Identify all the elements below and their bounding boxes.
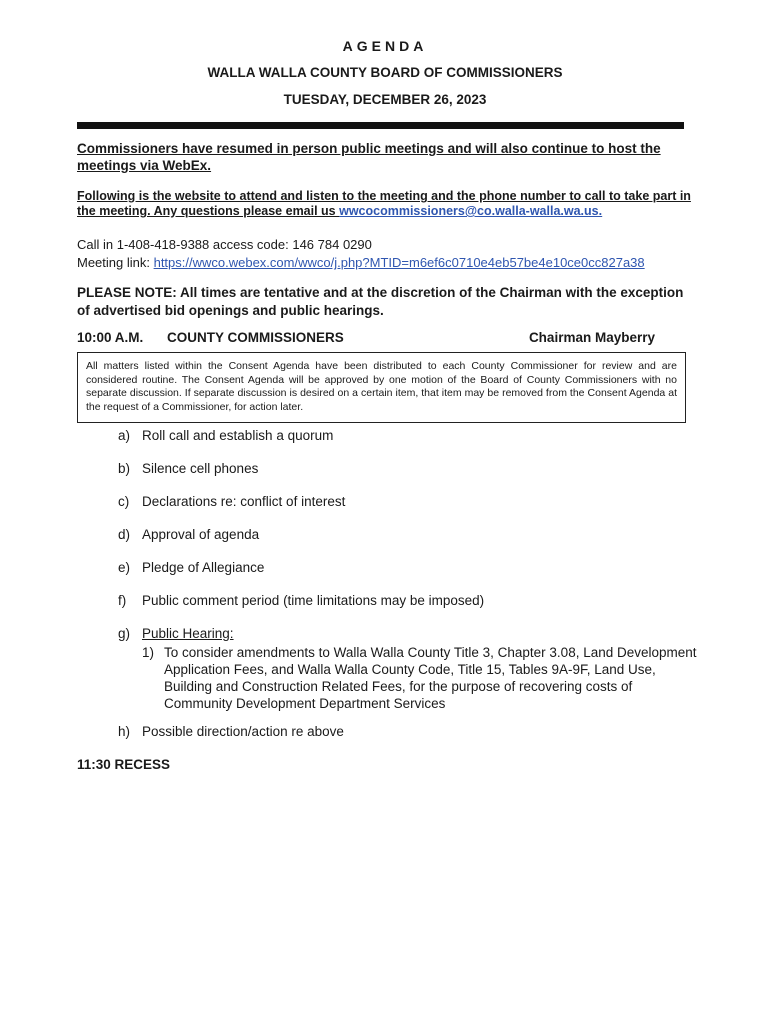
item-text: Roll call and establish a quorum: [142, 428, 334, 443]
resumed-notice: Commissioners have resumed in person public meetings and will also continue to host the meetings via WebEx.: [77, 141, 661, 173]
recess-line: 11:30 RECESS: [77, 757, 171, 772]
public-hearing-heading: Public Hearing:: [142, 626, 234, 641]
list-item: [118, 560, 264, 575]
schedule-row: [77, 330, 657, 345]
website-notice: [77, 189, 697, 219]
list-item: [118, 626, 234, 641]
item-letter: b): [118, 461, 131, 476]
consent-agenda-box: All matters listed within the Consent Agenda have been distributed to each County Commissioner for review and are considered routine. The Consent Agenda will be approved by one motion of the Board of County Commissioners with no separate discussion. If separate discussion is desired on a certain item, that item may be removed from the Consent Agenda at the request of a Commissioner, for action later.: [77, 352, 686, 423]
agenda-title: AGENDA: [342, 38, 428, 54]
schedule-group: COUNTY COMMISSIONERS: [167, 330, 344, 345]
board-name: WALLA WALLA COUNTY BOARD OF COMMISSIONERS: [207, 65, 563, 80]
item-letter: f): [118, 593, 127, 608]
list-item: [118, 527, 259, 542]
header-divider: [77, 122, 684, 129]
item-text: Possible direction/action re above: [142, 724, 344, 739]
list-item: [118, 461, 258, 476]
item-letter: a): [118, 428, 131, 443]
item-letter: g): [118, 626, 131, 641]
list-item: [118, 593, 484, 608]
list-item: [118, 494, 345, 509]
meeting-date: TUESDAY, DECEMBER 26, 2023: [283, 92, 487, 107]
item-letter: h): [118, 724, 131, 739]
item-letter: d): [118, 527, 131, 542]
item-text: Approval of agenda: [142, 527, 260, 542]
meeting-link[interactable]: https://wwco.webex.com/wwco/j.php?MTID=m6ef6c0710e4eb57be4e10ce0cc827a38: [153, 255, 645, 270]
item-text: Declarations re: conflict of interest: [142, 494, 346, 509]
meeting-link-label: Meeting link:: [77, 255, 154, 270]
list-item: [118, 428, 333, 443]
subitem-number: 1): [142, 645, 155, 660]
website-notice-text: Following is the website to attend and listen to the meeting and the phone number to call to take part in the meeting. Any questions please email us: [77, 189, 691, 218]
schedule-chair: Chairman Mayberry: [528, 330, 655, 345]
subitem-text: To consider amendments to Walla Walla County Title 3, Chapter 3.08, Land Development Application Fees, and Walla Walla County Code, Title 15, Tables 9A-9F, Land Use, Building and Construction Related Fees, for the purpose of recovering costs of Community Development Department Services: [164, 645, 697, 711]
item-text: Silence cell phones: [142, 461, 259, 476]
call-in-number: Call in 1-408-418-9388 access code: 146 784 0290: [77, 237, 372, 252]
item-text: Pledge of Allegiance: [142, 560, 265, 575]
call-info: [77, 236, 645, 272]
meeting-link-row: [77, 254, 645, 272]
please-note: PLEASE NOTE: All times are tentative and at the discretion of the Chairman with the exception of advertised bid openings and public hearings.: [77, 285, 684, 318]
item-letter: c): [118, 494, 130, 509]
schedule-time: 10:00 A.M.: [77, 330, 144, 345]
item-letter: e): [118, 560, 131, 575]
item-text: Public comment period (time limitations may be imposed): [142, 593, 485, 608]
list-item: [118, 724, 344, 739]
email-link[interactable]: wwcocommissioners@co.walla-walla.wa.us.: [339, 204, 603, 218]
